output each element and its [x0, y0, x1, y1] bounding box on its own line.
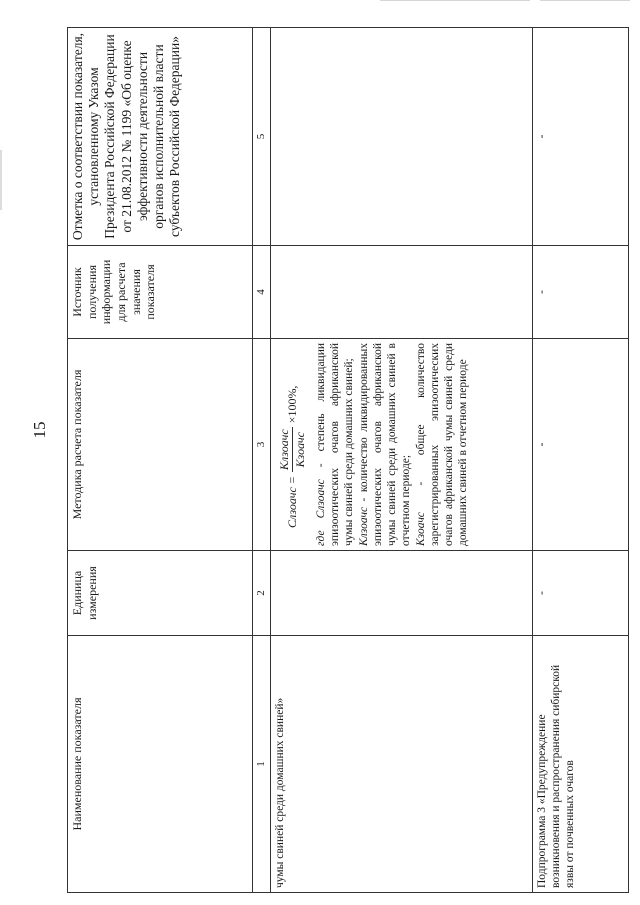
indicator-table [67, 27, 629, 893]
table-row [271, 28, 533, 893]
column-number: 2 [253, 551, 271, 636]
formula-denominator: Кзоачс [293, 432, 308, 468]
formula-term: Клзоачс [357, 506, 370, 546]
scan-artifact-line [380, 0, 530, 1]
rotated-table-container [67, 28, 622, 893]
column-number: 1 [253, 636, 271, 893]
decree-compliance-cell [271, 28, 533, 246]
data-source-cell [271, 246, 533, 339]
formula-lhs: Слзоачс = [285, 476, 300, 528]
header-data-source: Источник получения информации для расчета значения показателя [68, 246, 253, 339]
calculation-method-cell [271, 339, 533, 551]
formula-numerator: Клзоачс [277, 429, 292, 471]
table-header-row [68, 28, 253, 893]
formula-term-text: - количество ликвидированных эпизоотических очагов африканской чумы свиней среди домашних свиней в отчетном периоде; [357, 343, 412, 546]
scan-margin-mark [0, 150, 2, 210]
indicator-name-cell: чумы свиней среди домашних свиней» [271, 636, 533, 893]
scan-artifact-line [540, 0, 630, 1]
formula-term-text: - общее количество зарегистрированных эпизоотических очагов африканской чумы свиней среди домашних свиней в отчетном периоде [414, 343, 469, 546]
indicator-name-cell: Подпрограмма 3 «Предупреждение возникновения и распространения сибирской язвы от почвенных очагов [533, 636, 629, 893]
unit-cell: - [533, 551, 629, 636]
formula-tail: ×100%, [285, 385, 300, 424]
table-row [533, 28, 629, 893]
formula-term: где Слзоачс - [314, 463, 327, 546]
column-number: 4 [253, 246, 271, 339]
formula-term: Кзоачс [414, 512, 427, 546]
formula-term-text: степень ликвидации эпизоотических очагов африканской чумы свиней среди домашних свиней; [314, 342, 355, 546]
formula-fraction [277, 427, 307, 472]
formula-explanation [357, 343, 413, 546]
calculation-method-cell: - [533, 339, 629, 551]
header-decree-compliance: Отметка о соответствии показателя, установленному Указом Президента Российской Федерации от 21.08.2012 № 1199 «Об оценке эффективности деятельности органов исполнительной власти субъектов Российской Федерации» [68, 28, 253, 246]
formula-explanation [414, 343, 470, 546]
formula [277, 343, 307, 528]
column-number: 3 [253, 339, 271, 551]
header-unit: Единица измерения [68, 551, 253, 636]
header-indicator-name: Наименование показателя [68, 636, 253, 893]
column-number: 5 [253, 28, 271, 246]
column-number-row [253, 28, 271, 893]
data-source-cell: - [533, 246, 629, 339]
formula-explanation [314, 343, 356, 546]
unit-cell [271, 551, 533, 636]
header-calculation-method: Методика расчета показателя [68, 339, 253, 551]
page-number: 15 [30, 421, 49, 439]
decree-compliance-cell: - [533, 28, 629, 246]
